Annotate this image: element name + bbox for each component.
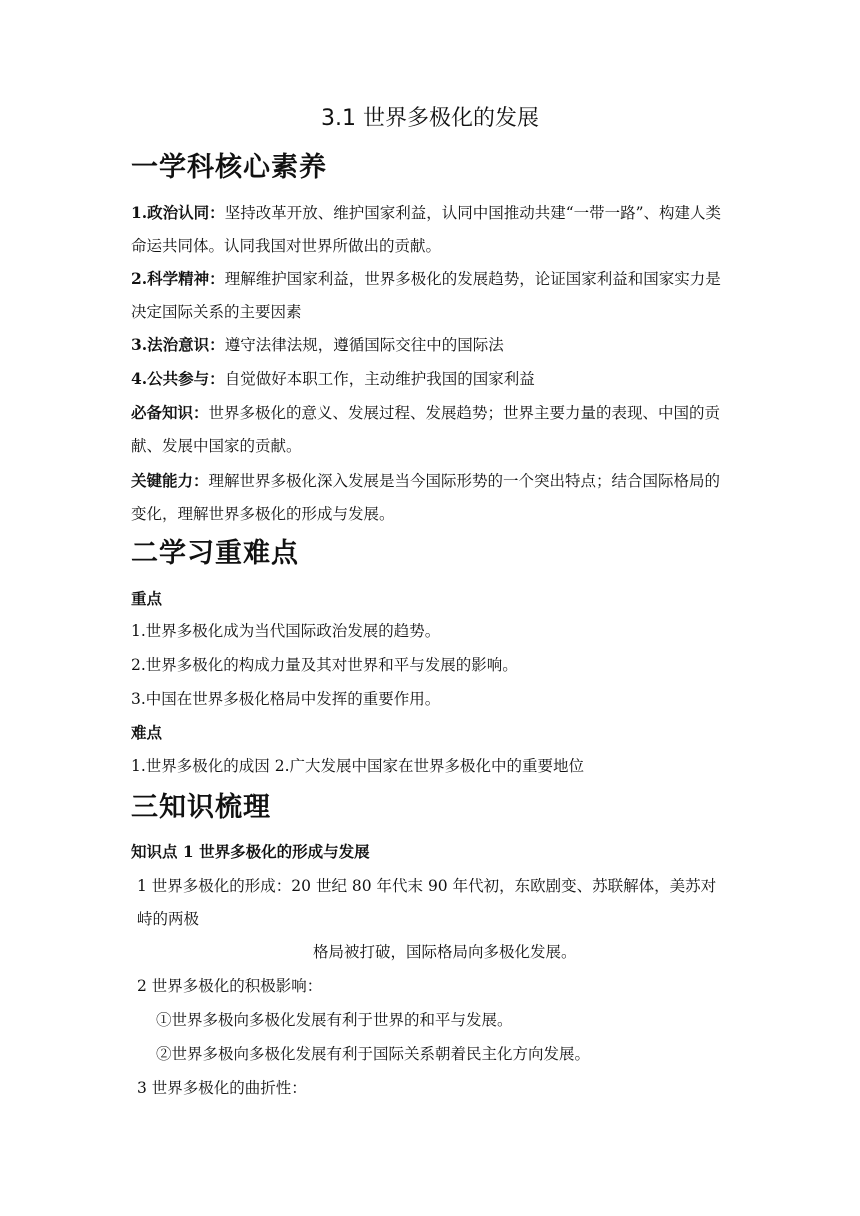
- difficult-points-label: 难点: [131, 723, 163, 742]
- positive-impact-heading: 2 世界多极化的积极影响：: [137, 977, 323, 995]
- literacy-label: 1.政治认同：: [131, 203, 225, 222]
- literacy-text: 遵守法律法规，遵循国际交往中的国际法: [224, 336, 504, 354]
- essential-knowledge-text: 世界多极化的意义、发展过程、发展趋势；世界主要力量的表现、中国的贡献、发展中国家的贡献。: [131, 404, 721, 455]
- knowledge-point-1-title: 知识点 1 世界多极化的形成与发展: [131, 842, 370, 861]
- section-heading-key-difficult: 二学习重难点: [131, 538, 299, 569]
- literacy-item-2: [131, 262, 731, 329]
- difficult-point-text: 1.世界多极化的成因 2.广大发展中国家在世界多极化中的重要地位: [131, 757, 585, 775]
- literacy-label: 4.公共参与：: [131, 369, 225, 388]
- literacy-item-1: [131, 196, 731, 263]
- positive-impact-1: ①世界多极向多极化发展有利于世界的和平与发展。: [156, 1011, 513, 1029]
- key-point-3: 3.中国在世界多极化格局中发挥的重要作用。: [131, 690, 441, 708]
- tortuous-heading: 3 世界多极化的曲折性：: [137, 1079, 307, 1097]
- positive-impact-2: ②世界多极向多极化发展有利于国际关系朝着民主化方向发展。: [156, 1045, 591, 1063]
- key-point-2: 2.世界多极化的构成力量及其对世界和平与发展的影响。: [131, 656, 518, 674]
- formation-text: 1 世界多极化的形成：20 世纪 80 年代末 90 年代初，东欧剧变、苏联解体，美苏对峙的两极: [137, 877, 717, 928]
- literacy-text: 自觉做好本职工作，主动维护我国的国家利益: [224, 370, 535, 388]
- key-ability-label: 关键能力：: [131, 471, 209, 490]
- key-ability: [131, 464, 731, 531]
- literacy-text: 理解维护国家利益，世界多极化的发展趋势，论证国家利益和国家实力是决定国际关系的主要因素: [131, 270, 721, 321]
- key-ability-text: 理解世界多极化深入发展是当今国际形势的一个突出特点；结合国际格局的变化，理解世界多极化的形成与发展。: [131, 472, 721, 523]
- literacy-item-4: [131, 362, 731, 396]
- section-heading-core-literacy: 一学科核心素养: [131, 152, 327, 183]
- section-heading-knowledge-review: 三知识梳理: [131, 792, 271, 823]
- literacy-item-3: [131, 328, 731, 362]
- literacy-label: 3.法治意识：: [131, 335, 225, 354]
- key-point-1: 1.世界多极化成为当代国际政治发展的趋势。: [131, 622, 441, 640]
- literacy-label: 2.科学精神：: [131, 269, 225, 288]
- formation-text-continued: 格局被打破，国际格局向多极化发展。: [313, 943, 577, 961]
- essential-knowledge: [131, 396, 731, 463]
- literacy-text: 坚持改革开放、维护国家利益，认同中国推动共建“一带一路”、构建人类命运共同体。认同我国对世界所做出的贡献。: [131, 204, 722, 255]
- key-points-label: 重点: [131, 589, 163, 608]
- document-title: 3.1 世界多极化的发展: [321, 106, 539, 131]
- essential-knowledge-label: 必备知识：: [131, 403, 209, 422]
